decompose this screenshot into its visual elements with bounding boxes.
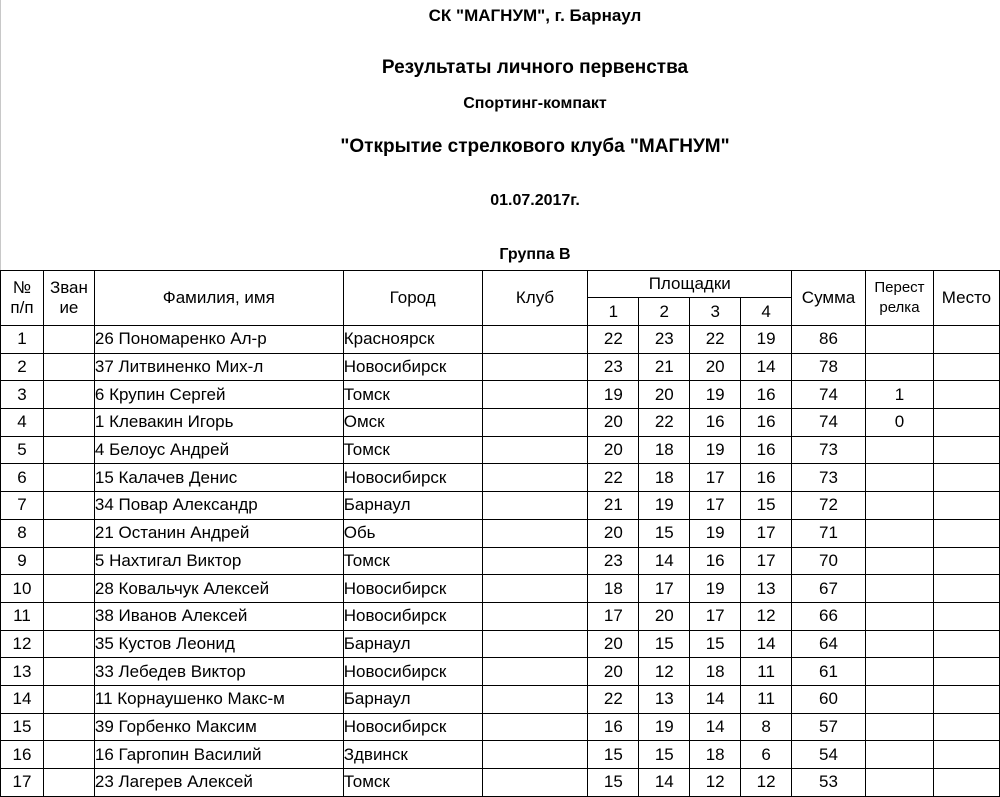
cell-station-4: 11 [741, 658, 792, 686]
cell-station-1: 18 [588, 575, 639, 603]
cell-station-4: 16 [741, 464, 792, 492]
cell-rank [43, 575, 94, 603]
cell-name: 4 Белоус Андрей [94, 436, 343, 464]
table-row [1, 575, 1000, 603]
cell-shootoff [865, 492, 933, 520]
cell-station-4: 6 [741, 741, 792, 769]
cell-city: Новосибирск [343, 602, 482, 630]
cell-shootoff [865, 353, 933, 381]
cell-city: Томск [343, 436, 482, 464]
cell-name: 1 Клевакин Игорь [94, 409, 343, 437]
cell-station-2: 12 [639, 658, 690, 686]
cell-name: 6 Крупин Сергей [94, 381, 343, 409]
cell-station-1: 15 [588, 741, 639, 769]
col-header-station-4: 4 [741, 298, 792, 326]
cell-rank [43, 381, 94, 409]
cell-number: 6 [1, 464, 44, 492]
cell-sum: 60 [792, 685, 866, 713]
cell-station-3: 12 [690, 769, 741, 797]
cell-city: Обь [343, 519, 482, 547]
cell-name: 26 Пономаренко Ал-р [94, 326, 343, 354]
cell-shootoff: 1 [865, 381, 933, 409]
cell-club [482, 658, 588, 686]
cell-shootoff: 0 [865, 409, 933, 437]
cell-name: 33 Лебедев Виктор [94, 658, 343, 686]
cell-sum: 74 [792, 409, 866, 437]
cell-station-2: 19 [639, 492, 690, 520]
club-heading: СК "МАГНУМ", г. Барнаул [428, 6, 642, 25]
cell-sum: 66 [792, 602, 866, 630]
cell-station-3: 20 [690, 353, 741, 381]
cell-rank [43, 547, 94, 575]
cell-club [482, 713, 588, 741]
cell-station-2: 14 [639, 769, 690, 797]
cell-club [482, 436, 588, 464]
table-row [1, 519, 1000, 547]
cell-name: 39 Горбенко Максим [94, 713, 343, 741]
cell-rank [43, 602, 94, 630]
cell-station-1: 23 [588, 353, 639, 381]
cell-city: Новосибирск [343, 713, 482, 741]
cell-station-2: 13 [639, 685, 690, 713]
cell-station-1: 20 [588, 436, 639, 464]
cell-station-3: 14 [690, 685, 741, 713]
cell-shootoff [865, 713, 933, 741]
cell-station-1: 20 [588, 630, 639, 658]
cell-shootoff [865, 326, 933, 354]
cell-city: Здвинск [343, 741, 482, 769]
col-header-sum: Сумма [792, 271, 866, 326]
cell-rank [43, 353, 94, 381]
cell-shootoff [865, 658, 933, 686]
cell-city: Новосибирск [343, 464, 482, 492]
page-left-border [0, 0, 1, 270]
col-header-city: Город [343, 271, 482, 326]
cell-number: 13 [1, 658, 44, 686]
table-row [1, 381, 1000, 409]
cell-number: 11 [1, 602, 44, 630]
cell-city: Барнаул [343, 685, 482, 713]
cell-sum: 78 [792, 353, 866, 381]
table-row [1, 436, 1000, 464]
cell-station-1: 16 [588, 713, 639, 741]
cell-station-2: 21 [639, 353, 690, 381]
table-row [1, 492, 1000, 520]
cell-name: 23 Лагерев Алексей [94, 769, 343, 797]
cell-number: 17 [1, 769, 44, 797]
cell-number: 2 [1, 353, 44, 381]
cell-station-3: 19 [690, 575, 741, 603]
cell-station-4: 14 [741, 353, 792, 381]
cell-rank [43, 685, 94, 713]
cell-place [933, 658, 999, 686]
cell-city: Томск [343, 381, 482, 409]
cell-rank [43, 492, 94, 520]
cell-city: Омск [343, 409, 482, 437]
cell-station-1: 17 [588, 602, 639, 630]
cell-station-4: 17 [741, 547, 792, 575]
cell-club [482, 741, 588, 769]
cell-sum: 74 [792, 381, 866, 409]
cell-number: 14 [1, 685, 44, 713]
table-row [1, 658, 1000, 686]
table-row [1, 464, 1000, 492]
cell-rank [43, 658, 94, 686]
cell-place [933, 326, 999, 354]
cell-station-4: 8 [741, 713, 792, 741]
cell-city: Новосибирск [343, 353, 482, 381]
table-row [1, 409, 1000, 437]
cell-shootoff [865, 769, 933, 797]
cell-club [482, 519, 588, 547]
cell-sum: 86 [792, 326, 866, 354]
table-row [1, 326, 1000, 354]
cell-station-1: 22 [588, 464, 639, 492]
cell-station-3: 17 [690, 492, 741, 520]
cell-station-2: 20 [639, 381, 690, 409]
table-row [1, 602, 1000, 630]
cell-club [482, 685, 588, 713]
cell-sum: 67 [792, 575, 866, 603]
cell-name: 28 Ковальчук Алексей [94, 575, 343, 603]
cell-station-2: 17 [639, 575, 690, 603]
table-row [1, 685, 1000, 713]
cell-station-4: 16 [741, 436, 792, 464]
cell-rank [43, 741, 94, 769]
cell-place [933, 713, 999, 741]
cell-rank [43, 519, 94, 547]
cell-station-4: 16 [741, 409, 792, 437]
cell-sum: 54 [792, 741, 866, 769]
cell-station-1: 20 [588, 519, 639, 547]
results-body [1, 326, 1000, 797]
table-row [1, 769, 1000, 797]
cell-club [482, 409, 588, 437]
cell-place [933, 741, 999, 769]
cell-station-3: 14 [690, 713, 741, 741]
cell-name: 38 Иванов Алексей [94, 602, 343, 630]
cell-sum: 73 [792, 436, 866, 464]
cell-station-2: 15 [639, 519, 690, 547]
cell-place [933, 436, 999, 464]
cell-sum: 73 [792, 464, 866, 492]
col-header-shootoff: Перест релка [865, 271, 933, 326]
cell-station-3: 18 [690, 658, 741, 686]
cell-name: 34 Повар Александр [94, 492, 343, 520]
cell-station-3: 17 [690, 602, 741, 630]
cell-station-2: 18 [639, 464, 690, 492]
cell-city: Томск [343, 769, 482, 797]
cell-number: 16 [1, 741, 44, 769]
col-header-rank: Зван ие [43, 271, 94, 326]
event-date: 01.07.2017г. [490, 192, 580, 209]
cell-place [933, 519, 999, 547]
cell-station-3: 22 [690, 326, 741, 354]
cell-station-3: 15 [690, 630, 741, 658]
cell-place [933, 381, 999, 409]
col-header-number: № п/п [1, 271, 44, 326]
group-heading: Группа В [499, 246, 571, 263]
col-header-club: Клуб [482, 271, 588, 326]
table-row [1, 713, 1000, 741]
cell-name: 5 Нахтигал Виктор [94, 547, 343, 575]
cell-place [933, 409, 999, 437]
cell-sum: 72 [792, 492, 866, 520]
cell-shootoff [865, 519, 933, 547]
cell-place [933, 547, 999, 575]
cell-club [482, 547, 588, 575]
col-header-station-2: 2 [639, 298, 690, 326]
cell-sum: 57 [792, 713, 866, 741]
cell-name: 11 Корнаушенко Макс-м [94, 685, 343, 713]
cell-station-1: 19 [588, 381, 639, 409]
cell-rank [43, 464, 94, 492]
table-row [1, 741, 1000, 769]
results-table [0, 270, 1000, 797]
col-header-name: Фамилия, имя [94, 271, 343, 326]
cell-number: 7 [1, 492, 44, 520]
table-row [1, 353, 1000, 381]
col-header-stations: Площадки [588, 271, 792, 298]
cell-sum: 53 [792, 769, 866, 797]
cell-station-1: 20 [588, 409, 639, 437]
cell-station-3: 16 [690, 409, 741, 437]
cell-place [933, 575, 999, 603]
cell-shootoff [865, 547, 933, 575]
cell-station-2: 15 [639, 741, 690, 769]
cell-station-4: 11 [741, 685, 792, 713]
cell-station-2: 18 [639, 436, 690, 464]
cell-number: 10 [1, 575, 44, 603]
cell-number: 3 [1, 381, 44, 409]
cell-club [482, 381, 588, 409]
cell-station-3: 18 [690, 741, 741, 769]
cell-station-1: 20 [588, 658, 639, 686]
cell-city: Барнаул [343, 492, 482, 520]
cell-rank [43, 326, 94, 354]
cell-shootoff [865, 630, 933, 658]
cell-club [482, 602, 588, 630]
cell-station-4: 13 [741, 575, 792, 603]
cell-station-2: 20 [639, 602, 690, 630]
cell-number: 5 [1, 436, 44, 464]
cell-rank [43, 630, 94, 658]
cell-name: 37 Литвиненко Мих-л [94, 353, 343, 381]
cell-shootoff [865, 575, 933, 603]
cell-shootoff [865, 436, 933, 464]
cell-city: Красноярск [343, 326, 482, 354]
cell-sum: 61 [792, 658, 866, 686]
cell-city: Новосибирск [343, 575, 482, 603]
cell-number: 8 [1, 519, 44, 547]
cell-station-4: 15 [741, 492, 792, 520]
cell-station-3: 19 [690, 381, 741, 409]
cell-city: Барнаул [343, 630, 482, 658]
results-title: Результаты личного первенства [381, 57, 689, 78]
cell-number: 15 [1, 713, 44, 741]
cell-place [933, 492, 999, 520]
cell-number: 4 [1, 409, 44, 437]
cell-station-2: 23 [639, 326, 690, 354]
cell-station-2: 22 [639, 409, 690, 437]
cell-place [933, 685, 999, 713]
cell-station-3: 16 [690, 547, 741, 575]
cell-place [933, 769, 999, 797]
cell-station-1: 23 [588, 547, 639, 575]
cell-place [933, 630, 999, 658]
cell-number: 9 [1, 547, 44, 575]
col-header-place: Место [933, 271, 999, 326]
cell-station-1: 21 [588, 492, 639, 520]
cell-place [933, 464, 999, 492]
cell-club [482, 630, 588, 658]
table-row [1, 547, 1000, 575]
cell-station-4: 17 [741, 519, 792, 547]
cell-name: 21 Останин Андрей [94, 519, 343, 547]
discipline-heading: Спортинг-компакт [463, 95, 607, 112]
cell-city: Томск [343, 547, 482, 575]
col-header-station-1: 1 [588, 298, 639, 326]
cell-name: 35 Кустов Леонид [94, 630, 343, 658]
cell-number: 1 [1, 326, 44, 354]
cell-club [482, 575, 588, 603]
cell-station-4: 12 [741, 602, 792, 630]
cell-sum: 64 [792, 630, 866, 658]
cell-rank [43, 713, 94, 741]
cell-station-3: 19 [690, 519, 741, 547]
cell-shootoff [865, 602, 933, 630]
cell-rank [43, 436, 94, 464]
cell-station-2: 14 [639, 547, 690, 575]
cell-shootoff [865, 685, 933, 713]
cell-rank [43, 409, 94, 437]
table-row [1, 630, 1000, 658]
cell-station-2: 15 [639, 630, 690, 658]
cell-place [933, 602, 999, 630]
cell-station-1: 22 [588, 326, 639, 354]
cell-sum: 71 [792, 519, 866, 547]
cell-club [482, 769, 588, 797]
cell-club [482, 492, 588, 520]
cell-club [482, 353, 588, 381]
cell-shootoff [865, 741, 933, 769]
cell-station-4: 12 [741, 769, 792, 797]
cell-club [482, 326, 588, 354]
cell-shootoff [865, 464, 933, 492]
col-header-station-3: 3 [690, 298, 741, 326]
cell-number: 12 [1, 630, 44, 658]
cell-station-4: 14 [741, 630, 792, 658]
event-heading: "Открытие стрелкового клуба "МАГНУМ" [340, 136, 730, 157]
cell-station-4: 16 [741, 381, 792, 409]
cell-station-2: 19 [639, 713, 690, 741]
cell-name: 16 Гаргопин Василий [94, 741, 343, 769]
cell-city: Новосибирск [343, 658, 482, 686]
cell-place [933, 353, 999, 381]
cell-club [482, 464, 588, 492]
cell-sum: 70 [792, 547, 866, 575]
cell-station-3: 17 [690, 464, 741, 492]
cell-station-4: 19 [741, 326, 792, 354]
cell-rank [43, 769, 94, 797]
cell-station-1: 15 [588, 769, 639, 797]
cell-name: 15 Калачев Денис [94, 464, 343, 492]
cell-station-3: 19 [690, 436, 741, 464]
cell-station-1: 22 [588, 685, 639, 713]
